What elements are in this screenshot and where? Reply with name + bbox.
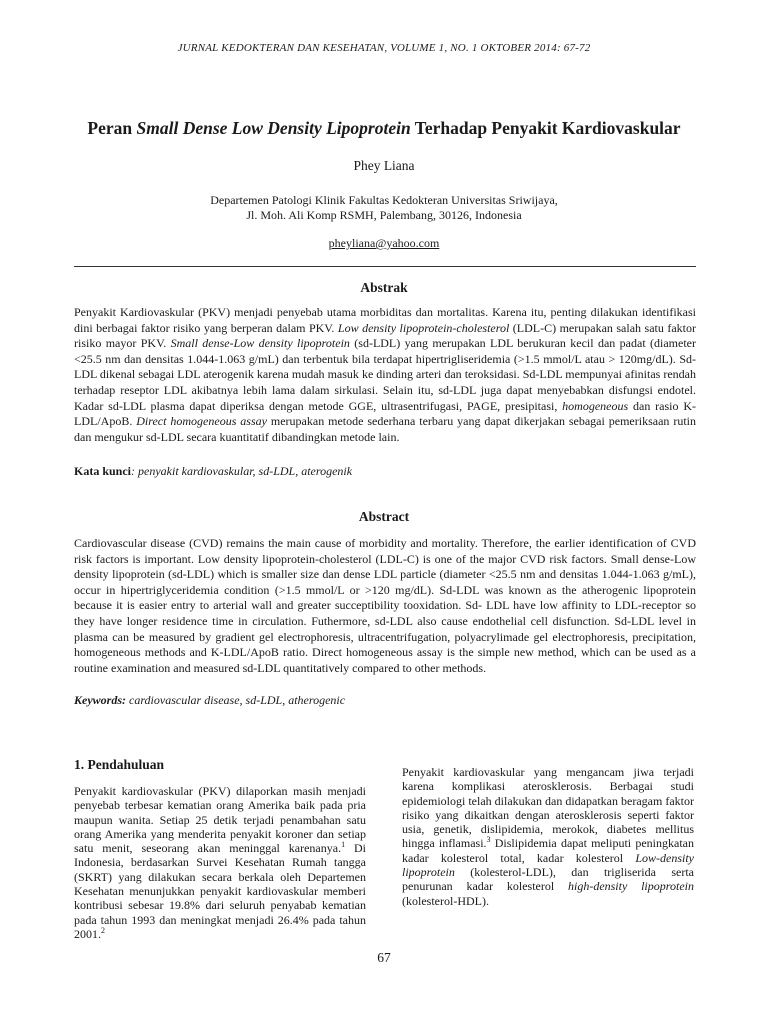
intro-right-text-1: Penyakit kardiovaskular yang mengancam jiwa terjadi karena komplikasi aterosklerosis. Berbagai studi epidemiologi telah dilakukan dan didapatkan beragam faktor risiko yang dikaitkan dengan aterosklerosis seperti faktor usia, genetik, dislipidemia, merokok, diabetes mellitus hingga inflamasi. [402,765,694,851]
citation-3: 3 [486,835,491,845]
abstrak-body [74,305,696,445]
intro-right-text-2: Dislipidemia dapat meliputi peningkatan kadar kolesterol total, kadar kolesterol [402,836,694,865]
section-heading-pendahuluan: 1. Pendahuluan [74,757,165,772]
kata-kunci-label: Kata kunci [74,464,132,478]
intro-right-text-4: (kolesterol-HDL). [402,893,489,908]
keywords [74,693,696,708]
title-italic: Small Dense Low Density Lipoprotein [136,118,411,138]
affiliation-line-1: Departemen Patologi Klinik Fakultas Kedokteran Universitas Sriwijaya, [210,193,558,207]
abstract-body: Cardiovascular disease (CVD) remains the main cause of morbidity and mortality. Therefore, the earlier identification of CVD risk factors is important. Low density lipoprotein-cholesterol (LDL-C) is one of the major CVD risk factors. Small dense-Low density lipoprotein (sd-LDL) which is smaller size dan dense LDL particle (diameter <25.5 nm and densitas 1.044-1.063 g/mL), occur in hipertriglyceridemia condition (>1.5 mmol/L or >120 mg/dL). Sd-LDL was known as the atherogenic lipoprotein because it is easier entry to arterial wall and greater succeptibility tooxidation. Sd- LDL have low affinity to LDL-receptor so they have longer residence time in circulation. Futhermore, sd-LDL also cause endothelial cell disfunction. Sd-LDL level in plasma can be measured by gradient gel electrophoresis, ultracentrifugation, polyacrylimade gel electrophoresis, precipitation, homogeneous methods and K-LDL/ApoB ratio. Direct homogeneous assay is the simple new method, which can be used as a routine examination and measured sd-LDL quantitatively compared to other methods. [74,536,696,675]
abstract-heading: Abstract [358,509,410,524]
intro-left-text-1: Penyakit kardiovaskular (PKV) dilaporkan masih menjadi penyebab terbesar kematian orang Amerika baik pada pria maupun wanita. Setiap 25 detik terjadi penambahan satu orang Amerika yang menderita penyakit koroner dan setiap satu menit, seseorang akan meninggal karenanya. [74,784,366,856]
title-suffix: Terhadap Penyakit Kardiovaskular [410,118,681,138]
affiliation [0,193,768,223]
author-name: Phey Liana [353,158,415,173]
kata-kunci-text: : penyakit kardiovaskular, sd-LDL, aterogenik [131,464,353,478]
abstrak-italic-1: Low density lipoprotein-cholesterol [337,320,510,335]
journal-header: JURNAL KEDOKTERAN DAN KESEHATAN, VOLUME 1, NO. 1 OKTOBER 2014: 67-72 [177,42,591,54]
citation-2: 2 [101,925,105,935]
title-prefix: Peran [87,118,137,138]
author-email [0,236,768,251]
citation-1: 1 [341,840,346,850]
abstrak-text-5: merupakan metode sederhana terbaru yang dapat dikerjakan sebagai pemeriksaan rutin dan mengukur sd-LDL secara kuantitatif dibandingkan metode lain. [74,414,696,444]
email-link[interactable]: pheyliana@yahoo.com [328,236,440,250]
intro-right-italic-1: Low-density lipoprotein [402,850,694,880]
affiliation-line-2: Jl. Moh. Ali Komp RSMH, Palembang, 30126, Indonesia [246,208,522,222]
kata-kunci [74,464,696,479]
keywords-text: cardiovascular disease, sd-LDL, atherogenic [126,693,346,707]
intro-right-italic-2: high-density lipoprotein [567,879,694,894]
page-number: 67 [377,950,391,965]
abstrak-text-4: dan rasio K-LDL/ApoB. [74,398,696,429]
intro-right-text-3: (kolesterol-LDL), dan trigliserida serta penurunan kadar kolesterol [402,865,694,894]
keywords-label: Keywords: [74,693,126,707]
intro-left-column [74,784,366,941]
intro-right-column [402,765,694,908]
abstrak-text-3: (sd-LDL) yang merupakan LDL berukuran kecil dan padat (diameter <25.5 nm dan densitas 1.044-1.063 g/mL) dan terbentuk bila terdapat hipertrigliseridemia (>1.5 mmol/L atau > 120mg/dL). Sd-LDL dikenal sebagai LDL aterogenik karena mudah masuk ke dinding arteri dan teroksidasi. Sd-LDL mempunyai afinitas rendah terhadap reseptor LDL akibatnya lebih lama dalam sirkulasi. Selain itu, sd-LDL juga dapat menyebabkan disfungsi endotel. Kadar sd-LDL plasma dapat diperiksa dengan metode GGE, ultrasentrifugasi, PAGE, presipitasi, [74,336,697,413]
abstrak-heading: Abstrak [360,280,408,295]
intro-left-text-2: Di Indonesia, berdasarkan Survei Kesehatan Rumah tangga (SKRT) yang dilakukan secara berkala oleh Departemen Kesehatan menunjukkan penyakit kardiovaskular memberi kontribusi sebesar 19.8% dari seluruh penyabab kematian pada tahun 1993 dan meningkat menjadi 26.4% pada tahun 2001. [74,841,366,941]
header-divider [74,266,696,267]
paper-title [40,118,728,139]
abstrak-text-2: (LDL-C) merupakan salah satu faktor risiko mayor PKV. [74,320,696,351]
abstrak-italic-2: Small dense-Low density lipoprotein [170,336,350,351]
abstrak-italic-3: homogeneous [562,398,629,413]
abstrak-text-1: Penyakit Kardiovaskular (PKV) menjadi penyebab utama morbiditas dan mortalitas. Karena itu, penting dilakukan identifikasi dini berbagai faktor risiko yang berperan dalam PKV. [74,305,696,335]
abstrak-italic-4: Direct homogeneous assay [136,414,267,429]
